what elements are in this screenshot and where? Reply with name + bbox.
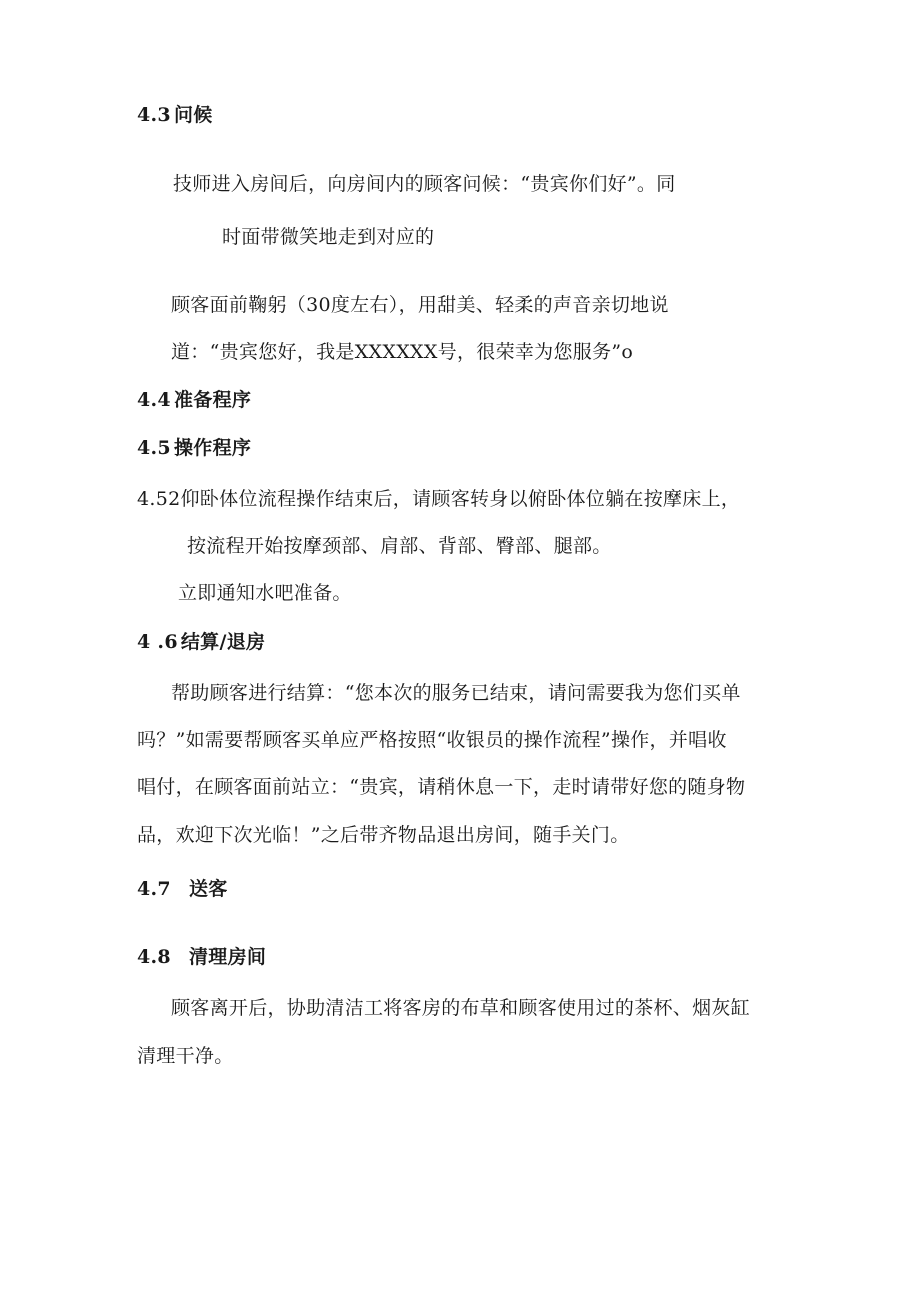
heading-title: 清理房间 (188, 946, 267, 968)
heading-4-5 (137, 436, 251, 460)
heading-number: 4.3 (137, 104, 171, 126)
heading-title: 准备程序 (173, 389, 252, 411)
paragraph-line: 帮助顾客进行结算：“您本次的服务已结束，请问需要我为您们买单 (171, 682, 741, 704)
paragraph-line: 顾客离开后，协助清洁工将客房的布草和顾客使用过的茶杯、烟灰缸 (171, 997, 751, 1019)
heading-number: 4.4 (137, 389, 171, 411)
paragraph-line: 按流程开始按摩颈部、肩部、背部、臀部、腿部。 (187, 535, 612, 557)
heading-number: 4.7 (137, 878, 171, 900)
paragraph-line: 顾客面前鞠躬（30度左右），用甜美、轻柔的声音亲切地说 (171, 294, 669, 316)
heading-title: 问候 (173, 104, 213, 126)
paragraph-line: 立即通知水吧准备。 (178, 582, 352, 604)
heading-4-6 (137, 630, 265, 654)
heading-title: 操作程序 (173, 437, 252, 459)
heading-number: 4 .6 (137, 631, 178, 653)
paragraph-line: 唱付，在顾客面前站立：“贵宾，请稍休息一下，走时请带好您的随身物 (137, 776, 746, 798)
heading-4-3 (137, 103, 213, 127)
paragraph-line: 吗？”如需要帮顾客买单应严格按照“收银员的操作流程”操作，并唱收 (137, 729, 727, 751)
paragraph-line: 道：“贵宾您好，我是XXXXXX号，很荣幸为您服务”o (171, 341, 634, 363)
heading-number: 4.8 (137, 946, 171, 968)
heading-title: 结算/退房 (180, 631, 266, 653)
paragraph-line: 技师进入房间后，向房间内的顾客问候：“贵宾你们好”。同 (173, 173, 676, 195)
heading-4-8 (137, 945, 266, 969)
paragraph-line: 时面带微笑地走到对应的 (222, 226, 435, 248)
paragraph-line: 4.52仰卧体位流程操作结束后，请顾客转身以俯卧体位躺在按摩床上， (137, 488, 741, 510)
paragraph-line: 品，欢迎下次光临！”之后带齐物品退出房间，随手关门。 (137, 824, 630, 846)
paragraph-line: 清理干净。 (137, 1045, 234, 1067)
heading-4-4 (137, 388, 251, 412)
heading-number: 4.5 (137, 437, 171, 459)
heading-4-7 (137, 877, 228, 901)
heading-title: 送客 (188, 878, 228, 900)
